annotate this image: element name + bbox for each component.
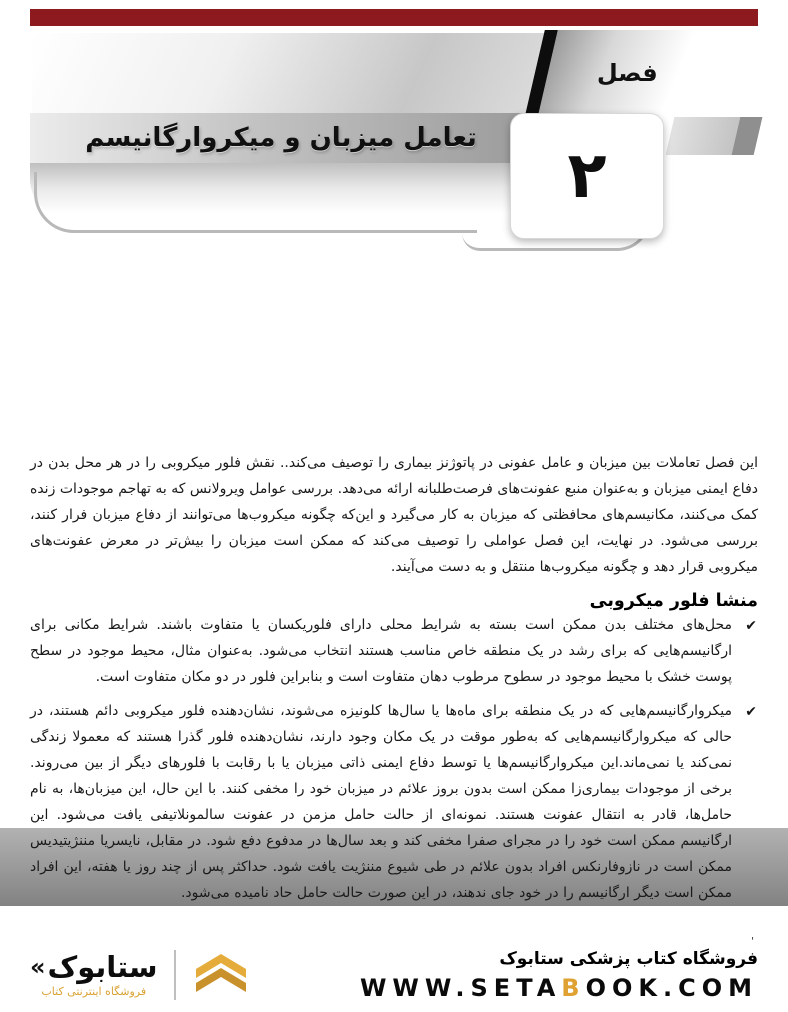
section-heading: منشا فلور میکروبی [589,590,758,611]
store-logo-wordmark-block [30,949,158,999]
store-contact-block [360,949,758,1002]
chapter-tab [525,30,716,115]
banner-right-strip-end [732,117,763,155]
book-icon [192,951,250,999]
store-logo [30,950,250,1000]
logo-divider-line [174,950,176,1000]
store-logo-wordmark-row [30,949,158,984]
banner-right-strip [666,117,763,155]
page-footer [30,944,758,1006]
store-url-prefix: WWW.SETA [359,973,562,1002]
chapter-tab-label: فصل [596,58,658,87]
top-red-bar [30,9,758,26]
intro-paragraph: این فصل تعاملات بین میزبان و عامل عفونی در پاتوژنز بیماری را توصیف می‌کند.. نقش فلور میکروبی را در هر محل بدن در دفاع ایمنی میزبان و به‌عنوان منبع عفونت‌های فرصت‌طلبانه ارائه می‌دهد. بررسی عوامل ویرولانس که به تهاجم موجودات زنده کمک می‌کنند، مکانیسم‌های محافظتی که میزبان به کار می‌گیرد و این‌که چگونه میکروب‌ها می‌توانند از دفاع میزبان فرار کنند، بررسی می‌شود. در نهایت، این فصل عواملی را توصیف می‌کند که ممکن است میزبان را بیش‌تر در معرض عفونت‌های میکروبی قرار دهد و چگونه میکروب‌ها منتقل و به دست می‌آیند. [30,455,758,575]
bullet-2-text-start: میکروارگانیسم‌هایی که در یک منطقه برای ماه‌ها یا سال‌ها کلونیزه می‌شوند، نشان‌دهنده فلور میکروبی دائم هستند، در حالی که میکروارگانیسم‌هایی که به‌طور موقت در یک مکان وجود دارند، نشان‌دهنده فلور گذرا هستند که معمولا زندگی نمی‌کند یا نمی‌ماند.این میکروارگانیسم‌ها یا توسط دفاع ایمنی ذاتی میزبان یا با رقابت با فلورهای دیگر از بین می‌روند. برخی از موجودات بیماری‌زا ممکن است بدون بروز علائم در میزبان خود را مخفی کنند. با این حال، این میزبان‌ها، به نام حامل‌ها، قادر به انتقال عفونت هستند. نمونه‌ای از حالت حامل مزمن در عفونت سالمونلاتیفی یافت می‌شود. این [30,703,732,823]
chapter-number-box [510,113,664,239]
list-item-text [30,698,732,906]
store-logo-wordmark: ستابوک [47,949,158,984]
list-item-text [30,612,732,690]
store-url-accent-letter: B [561,973,586,1002]
store-title: فروشگاه کتاب پزشکی ستابوک [499,948,758,969]
store-logo-caption: فروشگاه اینترنتی کتاب [41,985,147,999]
chapter-title-band [30,113,532,163]
bullet-2-text-shaded-scan-band: ارگانیسم ممکن است خود را در مجرای صفرا مخفی کند و بعد سال‌ها در مدفوع دفع شود. در مقابل، نایسریا مننژیتیدیس ممکن است در نازوفارنکس افراد بدون علائم در طی شیوع مننژیت یافت شود. حداکثر پس از چند روز یا هفته، این افراد ممکن است دیگر ارگانیسم را در خود جای ندهند، در این صورت حالت حامل حاد نامیده می‌شود. [0,828,788,906]
check-icon: ✔ [745,618,757,634]
guillemet-icon: « [30,953,46,981]
chapter-banner-art [30,27,758,257]
store-url-suffix: OOK.COM [585,973,758,1002]
list-item [30,698,758,906]
bullet-list [30,612,758,914]
list-item [30,612,758,690]
store-url [360,974,758,1002]
scan-artifact-mark: ' [751,936,754,947]
chapter-number: ۲ [567,139,607,213]
bullet-1-text: محل‌های مختلف بدن ممکن است بسته به شرایط محلی دارای فلوریکسان یا متفاوت باشند. شرایط مکانی برای ارگانیسم‌هایی که برای رشد در یک منطقه خاص مناسب هستند انتخاب می‌شود. به‌عنوان مثال، محیط موجود در سطح پوست خشک با محیط موجود در سطوح مرطوب دهان متفاوت است و بنابراین فلور در دو مکان متفاوت است. [30,617,732,685]
banner-swoosh-line-left [34,172,477,233]
check-icon: ✔ [745,704,757,720]
chapter-title: تعامل میزبان و میکروارگانیسم [85,123,477,153]
